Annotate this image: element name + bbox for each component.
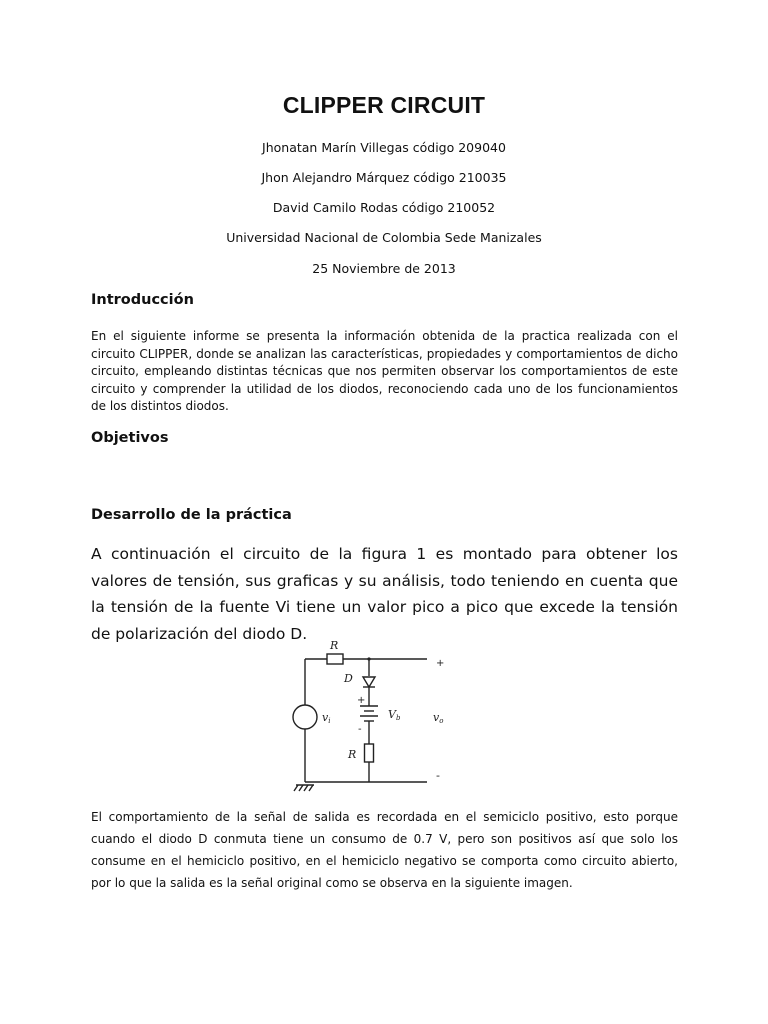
author-3: David Camilo Rodas código 210052 [272, 200, 496, 215]
resistor-bottom-label: R [348, 748, 357, 761]
output-label: vo [433, 711, 444, 725]
diode-label: D [344, 672, 353, 685]
resistor-top-label: R [330, 639, 339, 652]
battery-minus-sign: - [358, 724, 362, 735]
battery-plus-sign: + [357, 695, 366, 706]
introduction-paragraph: En el siguiente informe se presenta la información obtenida de la practica realizada con el circuito CLIPPER, donde se analizan las características, propiedades y comportamientos de dicho circuito, empleando distintas técnicas que nos permiten observar los comportamientos de este circuito y comprender la utilidad de los diodos, reconociendo cada uno de los funcionamientos de los distintos diodos. [91, 329, 678, 413]
output-plus-sign: + [436, 658, 445, 669]
objectives-heading: Objetivos [91, 430, 169, 446]
source-label: vi [322, 711, 331, 725]
introduction-heading: Introducción [91, 292, 194, 308]
output-minus-sign: - [436, 769, 440, 782]
battery-label: Vb [388, 708, 401, 722]
author-2: Jhon Alejandro Márquez código 210035 [261, 170, 507, 185]
author-1: Jhonatan Marín Villegas código 209040 [262, 140, 506, 155]
institution: Universidad Nacional de Colombia Sede Manizales [226, 230, 542, 245]
document-title: CLIPPER CIRCUIT [282, 92, 486, 118]
development-paragraph: A continuación el circuito de la figura 1 es montado para obtener los valores de tensión, sus graficas y su análisis, todo teniendo en cuenta que la tensión de la fuente Vi tiene un valor pico a pico que excede la tensión de polarización del diodo D. [91, 545, 678, 643]
clipper-circuit-figure [280, 636, 450, 796]
development-heading: Desarrollo de la práctica [91, 507, 292, 523]
document-date: 25 Noviembre de 2013 [312, 261, 456, 276]
output-behavior-paragraph: El comportamiento de la señal de salida es recordada en el semiciclo positivo, esto porque cuando el diodo D conmuta tiene un consumo de 0.7 V, pero son positivos así que solo los consume en el hemiciclo positivo, en el hemiciclo negativo se comporta como circuito abierto, por lo que la salida es la señal original como se observa en la siguiente imagen. [91, 810, 678, 890]
